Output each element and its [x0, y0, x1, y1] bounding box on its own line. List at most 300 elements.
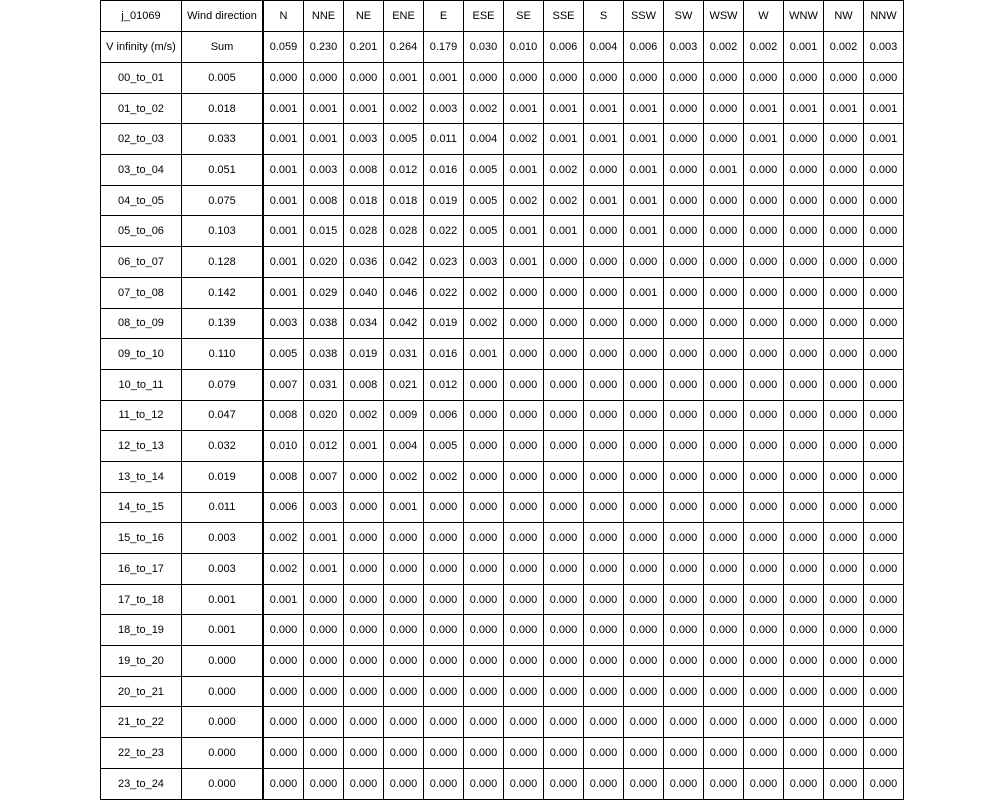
frequency-cell-sse: 0.000 [544, 646, 584, 677]
row-sum-cell: 0.000 [182, 768, 264, 799]
frequency-cell-nne: 0.003 [304, 155, 344, 186]
frequency-cell-nne: 0.015 [304, 216, 344, 247]
frequency-cell-n: 0.001 [263, 185, 304, 216]
frequency-cell-wsw: 0.000 [704, 615, 744, 646]
frequency-cell-wsw: 0.000 [704, 369, 744, 400]
frequency-cell-ssw: 0.001 [624, 216, 664, 247]
frequency-cell-sw: 0.000 [664, 676, 704, 707]
frequency-cell-sse: 0.002 [544, 185, 584, 216]
frequency-cell-ese: 0.000 [464, 676, 504, 707]
frequency-cell-nw: 0.000 [824, 707, 864, 738]
frequency-cell-nnw: 0.000 [864, 646, 904, 677]
frequency-cell-n: 0.001 [263, 584, 304, 615]
frequency-cell-sw: 0.000 [664, 431, 704, 462]
frequency-cell-sw: 0.000 [664, 646, 704, 677]
speed-bin-cell: 05_to_06 [101, 216, 182, 247]
frequency-cell-wsw: 0.000 [704, 185, 744, 216]
frequency-cell-wnw: 0.000 [784, 308, 824, 339]
frequency-cell-nne: 0.000 [304, 646, 344, 677]
frequency-cell-s: 0.001 [584, 185, 624, 216]
speed-bin-cell: 14_to_15 [101, 492, 182, 523]
frequency-cell-ene: 0.000 [384, 615, 424, 646]
frequency-cell-sw: 0.000 [664, 63, 704, 94]
frequency-cell-ne: 0.000 [344, 768, 384, 799]
frequency-cell-wnw: 0.000 [784, 277, 824, 308]
frequency-cell-nnw: 0.000 [864, 400, 904, 431]
frequency-cell-sw: 0.000 [664, 308, 704, 339]
frequency-cell-sw: 0.000 [664, 461, 704, 492]
frequency-cell-nnw: 0.000 [864, 768, 904, 799]
frequency-cell-nne: 0.038 [304, 339, 344, 370]
frequency-cell-nne: 0.000 [304, 738, 344, 769]
speed-bin-cell: 18_to_19 [101, 615, 182, 646]
frequency-cell-e: 0.003 [424, 93, 464, 124]
frequency-cell-ene: 0.002 [384, 93, 424, 124]
frequency-cell-ene: 0.046 [384, 277, 424, 308]
frequency-cell-s: 0.000 [584, 369, 624, 400]
frequency-cell-se: 0.000 [504, 584, 544, 615]
frequency-cell-wnw: 0.000 [784, 768, 824, 799]
frequency-cell-ene: 0.004 [384, 431, 424, 462]
frequency-cell-w: 0.000 [744, 155, 784, 186]
frequency-cell-s: 0.000 [584, 707, 624, 738]
frequency-cell-nne: 0.000 [304, 584, 344, 615]
frequency-cell-ne: 0.000 [344, 523, 384, 554]
frequency-cell-s: 0.000 [584, 584, 624, 615]
frequency-cell-nw: 0.000 [824, 216, 864, 247]
speed-bin-cell: 00_to_01 [101, 63, 182, 94]
frequency-cell-wsw: 0.000 [704, 523, 744, 554]
frequency-cell-ssw: 0.000 [624, 676, 664, 707]
frequency-cell-wsw: 0.000 [704, 584, 744, 615]
frequency-cell-wsw: 0.000 [704, 400, 744, 431]
frequency-cell-se: 0.002 [504, 124, 544, 155]
table-row [101, 554, 904, 585]
frequency-cell-nw: 0.000 [824, 768, 864, 799]
frequency-cell-n: 0.008 [263, 400, 304, 431]
direction-sum-sse: 0.006 [544, 32, 584, 63]
speed-bin-cell: 13_to_14 [101, 461, 182, 492]
frequency-cell-wsw: 0.000 [704, 216, 744, 247]
speed-bin-cell: 02_to_03 [101, 124, 182, 155]
frequency-cell-ene: 0.012 [384, 155, 424, 186]
direction-header-ese: ESE [464, 1, 504, 32]
frequency-cell-wsw: 0.000 [704, 461, 744, 492]
frequency-cell-s: 0.000 [584, 339, 624, 370]
frequency-cell-sse: 0.000 [544, 584, 584, 615]
direction-sum-ssw: 0.006 [624, 32, 664, 63]
frequency-cell-s: 0.000 [584, 523, 624, 554]
frequency-cell-sse: 0.001 [544, 216, 584, 247]
frequency-cell-nw: 0.000 [824, 400, 864, 431]
frequency-cell-wnw: 0.000 [784, 492, 824, 523]
frequency-cell-ne: 0.002 [344, 400, 384, 431]
speed-bin-cell: 21_to_22 [101, 707, 182, 738]
frequency-cell-n: 0.000 [263, 707, 304, 738]
frequency-cell-se: 0.000 [504, 400, 544, 431]
frequency-cell-nw: 0.000 [824, 339, 864, 370]
frequency-cell-ne: 0.018 [344, 185, 384, 216]
frequency-cell-e: 0.000 [424, 554, 464, 585]
frequency-cell-wnw: 0.000 [784, 63, 824, 94]
row-sum-cell: 0.003 [182, 554, 264, 585]
frequency-cell-nnw: 0.000 [864, 308, 904, 339]
frequency-cell-n: 0.000 [263, 63, 304, 94]
frequency-cell-ne: 0.001 [344, 431, 384, 462]
direction-sum-w: 0.002 [744, 32, 784, 63]
frequency-cell-ne: 0.008 [344, 155, 384, 186]
frequency-cell-ese: 0.005 [464, 155, 504, 186]
frequency-cell-se: 0.000 [504, 492, 544, 523]
frequency-cell-e: 0.000 [424, 523, 464, 554]
row-sum-cell: 0.000 [182, 738, 264, 769]
frequency-cell-ene: 0.000 [384, 554, 424, 585]
row-sum-cell: 0.079 [182, 369, 264, 400]
frequency-cell-s: 0.000 [584, 431, 624, 462]
frequency-cell-w: 0.000 [744, 554, 784, 585]
frequency-cell-sse: 0.000 [544, 492, 584, 523]
frequency-cell-sse: 0.000 [544, 400, 584, 431]
frequency-cell-ese: 0.000 [464, 615, 504, 646]
frequency-cell-nne: 0.029 [304, 277, 344, 308]
frequency-cell-e: 0.000 [424, 676, 464, 707]
frequency-cell-se: 0.000 [504, 339, 544, 370]
frequency-cell-nw: 0.000 [824, 676, 864, 707]
speed-bin-cell: 19_to_20 [101, 646, 182, 677]
frequency-cell-nne: 0.020 [304, 247, 344, 278]
frequency-cell-nne: 0.008 [304, 185, 344, 216]
frequency-cell-e: 0.022 [424, 277, 464, 308]
frequency-cell-sse: 0.000 [544, 369, 584, 400]
frequency-cell-wsw: 0.001 [704, 155, 744, 186]
frequency-cell-n: 0.008 [263, 461, 304, 492]
frequency-cell-ese: 0.000 [464, 738, 504, 769]
frequency-cell-ssw: 0.000 [624, 554, 664, 585]
table-row [101, 676, 904, 707]
frequency-cell-e: 0.000 [424, 615, 464, 646]
direction-header-sse: SSE [544, 1, 584, 32]
frequency-cell-n: 0.007 [263, 369, 304, 400]
frequency-cell-se: 0.000 [504, 308, 544, 339]
frequency-cell-sw: 0.000 [664, 93, 704, 124]
frequency-cell-ene: 0.021 [384, 369, 424, 400]
frequency-cell-wsw: 0.000 [704, 554, 744, 585]
frequency-cell-ese: 0.000 [464, 646, 504, 677]
frequency-cell-ne: 0.040 [344, 277, 384, 308]
table-row [101, 738, 904, 769]
frequency-cell-e: 0.011 [424, 124, 464, 155]
frequency-cell-n: 0.001 [263, 155, 304, 186]
frequency-cell-s: 0.000 [584, 461, 624, 492]
frequency-cell-se: 0.000 [504, 768, 544, 799]
wind-direction-label: Wind direction [182, 1, 264, 32]
direction-header-ene: ENE [384, 1, 424, 32]
frequency-cell-ene: 0.005 [384, 124, 424, 155]
frequency-cell-nne: 0.020 [304, 400, 344, 431]
frequency-cell-ese: 0.005 [464, 216, 504, 247]
frequency-cell-nnw: 0.000 [864, 339, 904, 370]
frequency-cell-se: 0.000 [504, 615, 544, 646]
frequency-cell-ne: 0.000 [344, 646, 384, 677]
direction-header-se: SE [504, 1, 544, 32]
frequency-cell-sw: 0.000 [664, 768, 704, 799]
frequency-cell-sw: 0.000 [664, 124, 704, 155]
frequency-cell-se: 0.000 [504, 277, 544, 308]
direction-header-nne: NNE [304, 1, 344, 32]
frequency-cell-wnw: 0.000 [784, 216, 824, 247]
frequency-cell-s: 0.000 [584, 554, 624, 585]
frequency-cell-w: 0.000 [744, 707, 784, 738]
frequency-cell-ne: 0.000 [344, 584, 384, 615]
frequency-cell-sse: 0.000 [544, 339, 584, 370]
speed-bin-cell: 04_to_05 [101, 185, 182, 216]
frequency-cell-ssw: 0.000 [624, 646, 664, 677]
frequency-cell-sse: 0.000 [544, 676, 584, 707]
frequency-cell-wnw: 0.000 [784, 155, 824, 186]
frequency-cell-wnw: 0.000 [784, 431, 824, 462]
row-sum-cell: 0.033 [182, 124, 264, 155]
frequency-cell-wsw: 0.000 [704, 63, 744, 94]
frequency-cell-ssw: 0.000 [624, 339, 664, 370]
frequency-cell-e: 0.012 [424, 369, 464, 400]
frequency-cell-se: 0.002 [504, 185, 544, 216]
frequency-cell-ssw: 0.001 [624, 93, 664, 124]
frequency-cell-wsw: 0.000 [704, 768, 744, 799]
frequency-cell-ese: 0.005 [464, 185, 504, 216]
frequency-cell-ne: 0.000 [344, 738, 384, 769]
frequency-cell-nnw: 0.001 [864, 124, 904, 155]
frequency-cell-nnw: 0.000 [864, 461, 904, 492]
frequency-cell-se: 0.000 [504, 707, 544, 738]
row-sum-cell: 0.005 [182, 63, 264, 94]
speed-column-label: V infinity (m/s) [101, 32, 182, 63]
frequency-cell-wnw: 0.000 [784, 615, 824, 646]
frequency-cell-sse: 0.001 [544, 124, 584, 155]
frequency-cell-ene: 0.000 [384, 707, 424, 738]
frequency-cell-nnw: 0.000 [864, 707, 904, 738]
frequency-cell-sse: 0.000 [544, 277, 584, 308]
frequency-cell-wsw: 0.000 [704, 93, 744, 124]
table-row [101, 400, 904, 431]
frequency-cell-ese: 0.000 [464, 584, 504, 615]
frequency-cell-ene: 0.009 [384, 400, 424, 431]
frequency-cell-w: 0.000 [744, 308, 784, 339]
frequency-cell-wnw: 0.000 [784, 738, 824, 769]
frequency-cell-n: 0.006 [263, 492, 304, 523]
row-sum-cell: 0.128 [182, 247, 264, 278]
table-row [101, 277, 904, 308]
frequency-cell-e: 0.016 [424, 339, 464, 370]
frequency-cell-nnw: 0.000 [864, 155, 904, 186]
direction-header-sw: SW [664, 1, 704, 32]
row-sum-cell: 0.000 [182, 676, 264, 707]
speed-bin-cell: 01_to_02 [101, 93, 182, 124]
frequency-cell-ese: 0.000 [464, 63, 504, 94]
frequency-cell-nne: 0.031 [304, 369, 344, 400]
row-sum-cell: 0.000 [182, 707, 264, 738]
frequency-cell-ssw: 0.000 [624, 615, 664, 646]
frequency-cell-w: 0.000 [744, 277, 784, 308]
frequency-cell-ese: 0.003 [464, 247, 504, 278]
table-row [101, 308, 904, 339]
frequency-cell-wsw: 0.000 [704, 646, 744, 677]
frequency-cell-se: 0.000 [504, 738, 544, 769]
direction-sum-nw: 0.002 [824, 32, 864, 63]
frequency-cell-nne: 0.000 [304, 63, 344, 94]
speed-bin-cell: 15_to_16 [101, 523, 182, 554]
table-row [101, 155, 904, 186]
frequency-cell-se: 0.001 [504, 216, 544, 247]
frequency-cell-sw: 0.000 [664, 247, 704, 278]
frequency-cell-ssw: 0.001 [624, 155, 664, 186]
frequency-cell-se: 0.000 [504, 646, 544, 677]
frequency-cell-ese: 0.002 [464, 93, 504, 124]
frequency-cell-wnw: 0.000 [784, 247, 824, 278]
direction-sum-s: 0.004 [584, 32, 624, 63]
frequency-cell-s: 0.001 [584, 93, 624, 124]
table-row [101, 615, 904, 646]
frequency-cell-w: 0.000 [744, 738, 784, 769]
frequency-cell-n: 0.000 [263, 646, 304, 677]
frequency-cell-ese: 0.000 [464, 492, 504, 523]
row-sum-cell: 0.011 [182, 492, 264, 523]
direction-sum-e: 0.179 [424, 32, 464, 63]
frequency-cell-ne: 0.000 [344, 492, 384, 523]
frequency-cell-n: 0.003 [263, 308, 304, 339]
frequency-cell-sse: 0.000 [544, 63, 584, 94]
frequency-cell-ssw: 0.001 [624, 124, 664, 155]
frequency-cell-nne: 0.001 [304, 554, 344, 585]
direction-header-wnw: WNW [784, 1, 824, 32]
row-sum-cell: 0.001 [182, 615, 264, 646]
frequency-cell-nnw: 0.000 [864, 431, 904, 462]
frequency-cell-nne: 0.001 [304, 93, 344, 124]
frequency-cell-s: 0.000 [584, 676, 624, 707]
direction-sum-nnw: 0.003 [864, 32, 904, 63]
frequency-cell-wsw: 0.000 [704, 124, 744, 155]
frequency-cell-ene: 0.000 [384, 584, 424, 615]
frequency-cell-e: 0.000 [424, 738, 464, 769]
frequency-cell-nne: 0.000 [304, 707, 344, 738]
frequency-cell-se: 0.000 [504, 523, 544, 554]
frequency-cell-s: 0.000 [584, 308, 624, 339]
frequency-cell-sw: 0.000 [664, 707, 704, 738]
frequency-cell-nnw: 0.000 [864, 584, 904, 615]
frequency-cell-nnw: 0.000 [864, 216, 904, 247]
direction-sum-nne: 0.230 [304, 32, 344, 63]
frequency-cell-ssw: 0.000 [624, 461, 664, 492]
frequency-cell-n: 0.000 [263, 676, 304, 707]
frequency-cell-se: 0.000 [504, 369, 544, 400]
frequency-cell-n: 0.000 [263, 615, 304, 646]
frequency-cell-nne: 0.003 [304, 492, 344, 523]
frequency-cell-e: 0.002 [424, 461, 464, 492]
frequency-cell-e: 0.022 [424, 216, 464, 247]
direction-header-row [101, 1, 904, 32]
frequency-cell-se: 0.000 [504, 676, 544, 707]
direction-sum-sw: 0.003 [664, 32, 704, 63]
table-row [101, 93, 904, 124]
frequency-cell-nne: 0.001 [304, 523, 344, 554]
speed-bin-cell: 08_to_09 [101, 308, 182, 339]
frequency-cell-w: 0.000 [744, 615, 784, 646]
frequency-cell-ese: 0.001 [464, 339, 504, 370]
frequency-cell-wsw: 0.000 [704, 308, 744, 339]
frequency-cell-ene: 0.002 [384, 461, 424, 492]
frequency-cell-nnw: 0.000 [864, 185, 904, 216]
frequency-cell-w: 0.000 [744, 492, 784, 523]
frequency-cell-nw: 0.000 [824, 738, 864, 769]
frequency-cell-wnw: 0.000 [784, 554, 824, 585]
sum-header-row [101, 32, 904, 63]
frequency-cell-sse: 0.000 [544, 554, 584, 585]
frequency-cell-nne: 0.000 [304, 676, 344, 707]
wind-frequency-table [100, 0, 904, 800]
frequency-cell-ssw: 0.000 [624, 431, 664, 462]
frequency-cell-ne: 0.000 [344, 707, 384, 738]
frequency-cell-w: 0.000 [744, 63, 784, 94]
frequency-cell-s: 0.000 [584, 738, 624, 769]
row-sum-cell: 0.139 [182, 308, 264, 339]
frequency-cell-ssw: 0.001 [624, 277, 664, 308]
row-sum-cell: 0.075 [182, 185, 264, 216]
frequency-cell-w: 0.000 [744, 676, 784, 707]
frequency-cell-e: 0.016 [424, 155, 464, 186]
frequency-cell-nnw: 0.000 [864, 492, 904, 523]
table-row [101, 247, 904, 278]
frequency-cell-wnw: 0.000 [784, 339, 824, 370]
frequency-cell-sw: 0.000 [664, 216, 704, 247]
frequency-cell-se: 0.000 [504, 461, 544, 492]
frequency-cell-ese: 0.000 [464, 523, 504, 554]
row-sum-cell: 0.051 [182, 155, 264, 186]
frequency-cell-e: 0.005 [424, 431, 464, 462]
row-sum-cell: 0.018 [182, 93, 264, 124]
frequency-cell-sw: 0.000 [664, 369, 704, 400]
frequency-cell-wsw: 0.000 [704, 339, 744, 370]
frequency-cell-sse: 0.000 [544, 523, 584, 554]
frequency-cell-ssw: 0.000 [624, 768, 664, 799]
frequency-cell-ssw: 0.000 [624, 492, 664, 523]
frequency-cell-wnw: 0.000 [784, 185, 824, 216]
frequency-cell-nw: 0.000 [824, 523, 864, 554]
frequency-cell-n: 0.001 [263, 124, 304, 155]
frequency-cell-n: 0.001 [263, 93, 304, 124]
table-row [101, 185, 904, 216]
frequency-cell-wnw: 0.000 [784, 124, 824, 155]
frequency-cell-nw: 0.000 [824, 369, 864, 400]
frequency-cell-w: 0.000 [744, 461, 784, 492]
frequency-cell-sse: 0.000 [544, 615, 584, 646]
table-row [101, 646, 904, 677]
frequency-cell-s: 0.000 [584, 400, 624, 431]
frequency-cell-n: 0.000 [263, 768, 304, 799]
frequency-cell-se: 0.001 [504, 93, 544, 124]
frequency-cell-ssw: 0.000 [624, 707, 664, 738]
frequency-cell-nnw: 0.000 [864, 523, 904, 554]
frequency-cell-sw: 0.000 [664, 584, 704, 615]
table-id-label: j_01069 [101, 1, 182, 32]
row-sum-cell: 0.003 [182, 523, 264, 554]
frequency-cell-wnw: 0.000 [784, 584, 824, 615]
row-sum-cell: 0.047 [182, 400, 264, 431]
table-row [101, 461, 904, 492]
frequency-cell-nnw: 0.000 [864, 615, 904, 646]
frequency-cell-ene: 0.000 [384, 646, 424, 677]
table-row [101, 431, 904, 462]
frequency-cell-ne: 0.028 [344, 216, 384, 247]
frequency-cell-ssw: 0.000 [624, 247, 664, 278]
